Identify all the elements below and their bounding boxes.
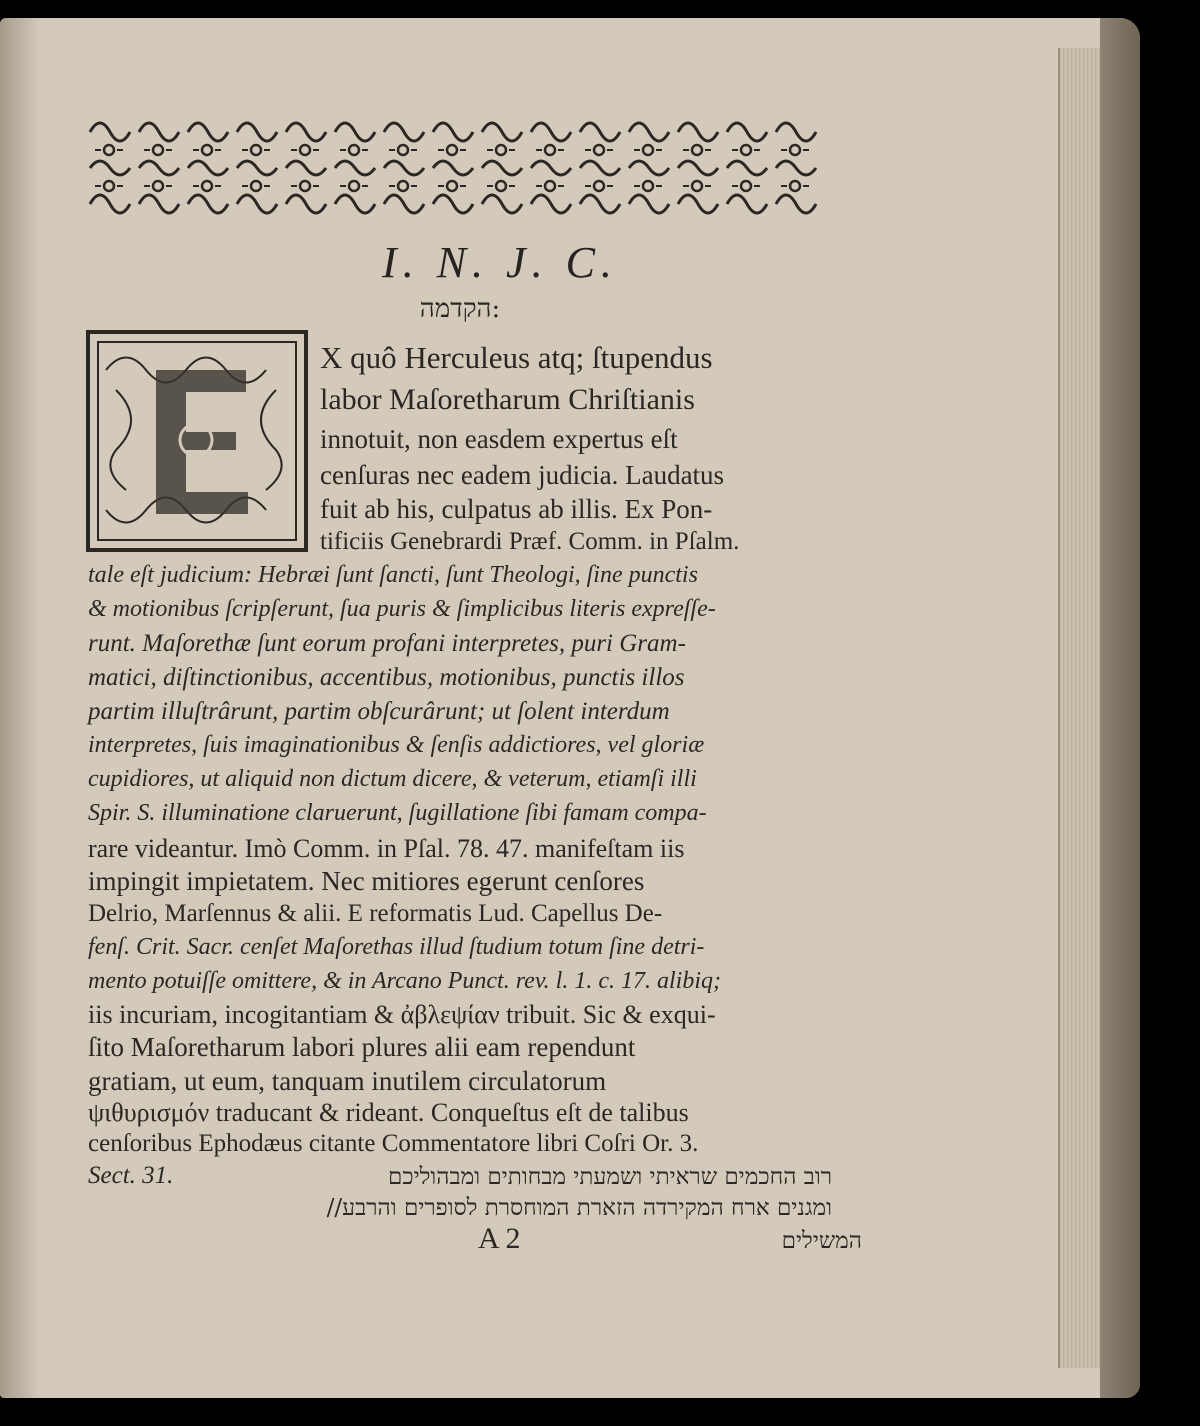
text-line: runt. Maſorethæ ſunt eorum profani interpretes, puri Gram- (88, 630, 686, 657)
text-line: impingit impietatem. Nec mitiores egerunt cenſores (88, 866, 645, 896)
text-line: fuit ab his, culpatus ab illis. Ex Pon- (320, 494, 713, 524)
text-line: Spir. S. illuminatione claruerunt, ſugillatione ſibi famam compa- (88, 800, 707, 826)
text-line: Sect. 31. (88, 1162, 174, 1189)
text-line: innotuit, non easdem expertus eſt (320, 424, 678, 454)
text-line: labor Maſoretharum Chriſtianis (320, 383, 695, 416)
text-line: iis incuriam, incogitantiam & ἀβλεψίαν tribuit. Sic & exqui- (88, 1000, 716, 1029)
text-line: interpretes, ſuis imaginationibus & ſenſis addictiores, vel gloriæ (88, 732, 705, 758)
text-line: gratiam, ut eum, tanquam inutilem circulatorum (88, 1066, 607, 1096)
catchword: המשילים (781, 1228, 862, 1254)
signature-mark: A 2 (478, 1222, 521, 1255)
text-line: cupidiores, ut aliquid non dictum dicere, & veterum, etiamſi illi (88, 766, 697, 792)
text-line: mento potuiſſe omittere, & in Arcano Punct. rev. l. 1. c. 17. alibiq; (88, 968, 721, 994)
text-line: partim illuſtrârunt, partim obſcurârunt; ut ſolent interdum (88, 698, 670, 725)
text-line: rare videantur. Imò Comm. in Pſal. 78. 47. manifeſtam iis (88, 834, 685, 863)
text-line: ψιθυρισμόν traducant & rideant. Conqueſtus eſt de talibus (88, 1098, 689, 1127)
text-line: ſito Maſoretharum labori plures alii eam rependunt (88, 1032, 636, 1062)
text-line: cenſuras nec eadem judicia. Laudatus (320, 460, 725, 490)
hebrew-line: ומגנים ארח המקירדה הזארת המוחסרת לסופרים והרבע// (326, 1195, 832, 1221)
text-line: matici, diſtinctionibus, accentibus, motionibus, punctis illos (88, 664, 685, 691)
text-line: tificiis Genebrardi Præf. Comm. in Pſalm. (320, 528, 740, 555)
text-line: tale eſt judicium: Hebræi ſunt ſancti, ſunt Theologi, ſine punctis (88, 562, 698, 588)
text-line: cenſoribus Ephodæus citante Commentatore libri Coſri Or. 3. (88, 1130, 699, 1157)
text-line: fenſ. Crit. Sacr. cenſet Maſorethas illud ſtudium totum ſine detri- (88, 934, 705, 960)
text-line: & motionibus ſcripſerunt, ſua puris & ſimplicibus literis expreſſe- (88, 596, 716, 622)
hebrew-heading: הקדמה: (419, 294, 501, 324)
text-line: Delrio, Marſennus & alii. E reformatis Lud. Capellus De- (88, 900, 663, 927)
text-line: X quô Herculeus atq; ſtupendus (320, 340, 713, 375)
invocation-initials: I. N. J. C. (382, 238, 618, 287)
hebrew-line: רוב החכמים שראיתי ושמעתי מבחותים ומבהוליכם (388, 1164, 832, 1190)
